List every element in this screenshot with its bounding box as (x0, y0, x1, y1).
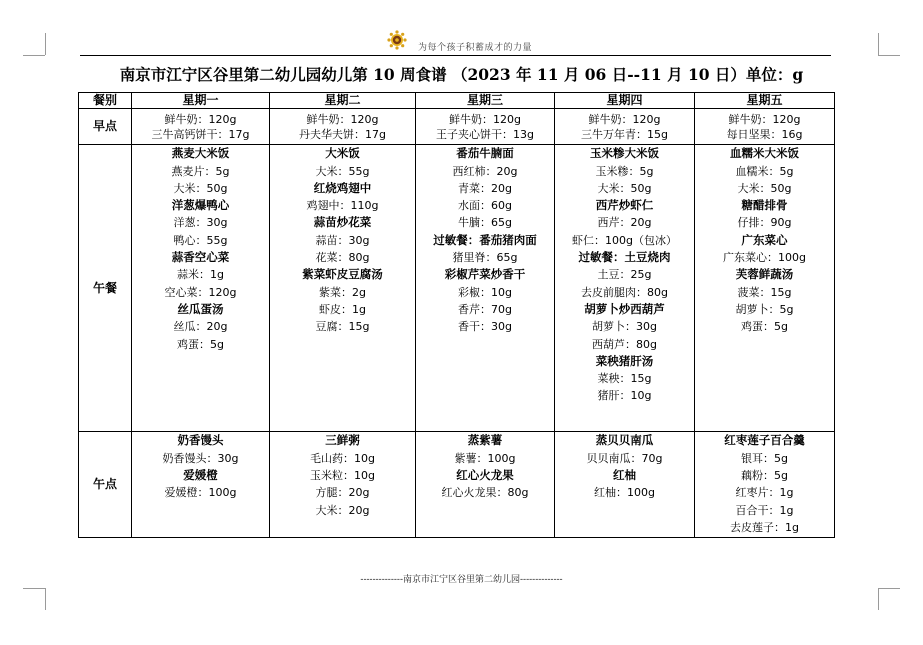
dish-name: 红枣莲子百合羹 (724, 433, 805, 448)
dish-name: 奶香馒头 (177, 433, 224, 448)
ingredient-amount: 紫菜：2g (319, 285, 366, 299)
dish-name: 血糯米大米饭 (730, 146, 799, 161)
ingredient-amount: 红枣片：1g (735, 486, 794, 500)
ingredient-amount: 广东菜心：100g (723, 251, 806, 265)
ingredient-amount: 方腿：20g (315, 486, 370, 500)
menu-cell-thursday (555, 109, 695, 145)
ingredient-amount: 胡萝卜：5g (735, 302, 794, 316)
menu-cell-monday (132, 145, 270, 432)
dish-name: 胡萝卜炒西葫芦 (584, 301, 665, 316)
dish-name: 芙蓉鲜蔬汤 (735, 267, 794, 282)
meal-label: 午点 (79, 432, 132, 538)
ingredient-amount: 去皮前腿肉：80g (581, 285, 668, 299)
dish-name: 过敏餐：番茄猪肉面 (433, 232, 537, 247)
crop-mark (878, 588, 900, 589)
ingredient-amount: 大米：20g (315, 503, 370, 517)
ingredient-amount: 鲜牛奶：120g (728, 113, 801, 127)
ingredient-amount: 鲜牛奶：120g (588, 113, 661, 127)
ingredient-amount: 猪里脊：65g (452, 251, 518, 265)
lunch-row (79, 145, 835, 432)
ingredient-amount: 菠菜：15g (737, 285, 792, 299)
menu-cell-thursday (555, 432, 695, 538)
dish-name: 彩椒芹菜炒香干 (444, 267, 526, 282)
dish-name: 菜秧猪肝汤 (595, 353, 654, 368)
ingredient-amount: 三牛高钙饼干：17g (151, 128, 250, 142)
ingredient-amount: 丝瓜：20g (173, 320, 228, 334)
page-title: 南京市江宁区谷里第二幼儿园幼儿第 10 周食谱 （2023 年 11 月 06 日--11 月 10 日）单位：g (119, 65, 804, 84)
ingredient-amount: 三牛万年青：15g (581, 128, 668, 142)
ingredient-amount: 青菜：20g (458, 181, 512, 195)
ingredient-amount: 鸡蛋：5g (177, 337, 224, 351)
ingredient-amount: 红柚：100g (594, 486, 655, 500)
ingredient-amount: 鲜牛奶：120g (449, 113, 521, 127)
dish-name: 爱媛橙 (183, 468, 218, 482)
menu-cell-friday (695, 145, 835, 432)
ingredient-amount: 香芹：70g (458, 302, 512, 316)
ingredient-amount: 每日坚果：16g (726, 128, 803, 142)
ingredient-amount: 紫薯：100g (454, 451, 516, 465)
ingredient-amount: 血糯米：5g (735, 164, 794, 178)
dish-name: 洋葱爆鸭心 (171, 198, 230, 213)
ingredient-amount: 蒜苗：30g (315, 233, 370, 247)
column-header-wednesday: 星期三 (416, 93, 555, 109)
column-header-friday: 星期五 (695, 93, 835, 109)
dish-name: 过敏餐：土豆烧肉 (578, 250, 671, 265)
ingredient-amount: 空心菜：120g (164, 285, 237, 299)
ingredient-amount: 奶香馒头：30g (162, 451, 239, 465)
menu-cell-friday (695, 432, 835, 538)
ingredient-amount: 鲜牛奶：120g (306, 113, 379, 127)
menu-cell-tuesday (270, 109, 416, 145)
ingredient-amount: 蒜米：1g (177, 268, 224, 282)
ingredient-amount: 西葫芦：80g (592, 337, 657, 351)
ingredient-amount: 土豆：25g (597, 268, 652, 282)
menu-cell-tuesday (270, 432, 416, 538)
ingredient-amount: 去皮莲子：1g (730, 520, 799, 534)
crop-mark (45, 33, 46, 55)
ingredient-amount: 彩椒：10g (458, 285, 512, 299)
dish-name: 番茄牛腩面 (456, 146, 514, 161)
crop-mark (45, 588, 46, 610)
crop-mark (878, 55, 900, 56)
ingredient-amount: 虾仁：100g（包冰） (572, 233, 677, 247)
ingredient-amount: 贝贝南瓜：70g (586, 451, 663, 465)
menu-cell-wednesday (416, 109, 555, 145)
ingredient-amount: 西红柿：20g (452, 164, 518, 178)
crop-mark (878, 33, 879, 55)
ingredient-amount: 大米：50g (173, 181, 228, 195)
dish-name: 蒜苗炒花菜 (313, 215, 372, 230)
dish-name: 红烧鸡翅中 (313, 180, 372, 195)
weekly-menu-table (78, 92, 835, 538)
menu-cell-monday (132, 432, 270, 538)
footer-text: --------------南京市江宁区谷里第二幼儿园-------------- (360, 575, 563, 585)
ingredient-amount: 胡萝卜：30g (592, 320, 657, 334)
menu-cell-tuesday (270, 145, 416, 432)
ingredient-amount: 香干：30g (458, 320, 512, 334)
dish-name: 西芹炒虾仁 (595, 198, 654, 213)
dish-name: 燕麦大米饭 (171, 146, 230, 161)
ingredient-amount: 菜秧：15g (597, 372, 652, 386)
ingredient-amount: 牛腩：65g (458, 216, 512, 230)
ingredient-amount: 鲜牛奶：120g (164, 113, 237, 127)
ingredient-amount: 仔排：90g (737, 216, 792, 230)
dish-name: 蒸紫薯 (467, 433, 503, 448)
ingredient-amount: 毛山药：10g (310, 451, 375, 465)
kindergarten-logo-icon (387, 30, 407, 50)
dish-name: 广东菜心 (741, 232, 788, 247)
ingredient-amount: 百合干：1g (735, 503, 794, 517)
ingredient-amount: 银耳：5g (741, 451, 788, 465)
column-header-monday: 星期一 (132, 93, 270, 109)
dish-name: 红心火龙果 (456, 468, 514, 482)
ingredient-amount: 猪肝：10g (597, 389, 652, 403)
meal-label: 早点 (79, 109, 132, 145)
menu-cell-wednesday (416, 145, 555, 432)
dish-name: 丝瓜蛋汤 (177, 301, 224, 316)
ingredient-amount: 玉米糁：5g (595, 164, 654, 178)
ingredient-amount: 大米：50g (597, 181, 652, 195)
dish-name: 三鲜粥 (325, 433, 360, 448)
crop-mark (23, 55, 45, 56)
ingredient-amount: 大米：50g (737, 181, 792, 195)
ingredient-amount: 王子夹心饼干：13g (436, 128, 534, 142)
column-header-meal: 餐别 (79, 93, 132, 109)
ingredient-amount: 丹夫华夫饼：17g (299, 128, 386, 142)
dish-name: 大米饭 (325, 146, 360, 161)
ingredient-amount: 鸭心：55g (173, 233, 228, 247)
ingredient-amount: 洋葱：30g (173, 216, 228, 230)
header-slogan: 为每个孩子积蓄成才的力量 (418, 43, 533, 53)
table-header-row (79, 93, 835, 109)
ingredient-amount: 燕麦片：5g (171, 164, 230, 178)
menu-cell-friday (695, 109, 835, 145)
menu-cell-wednesday (416, 432, 555, 538)
ingredient-amount: 鸡翅中：110g (306, 199, 379, 213)
ingredient-amount: 爱媛橙：100g (164, 486, 237, 500)
menu-cell-monday (132, 109, 270, 145)
ingredient-amount: 花菜：80g (315, 251, 370, 265)
crop-mark (23, 588, 45, 589)
ingredient-amount: 虾皮：1g (319, 302, 366, 316)
ingredient-amount: 西芹：20g (597, 216, 652, 230)
afternoon-snack-row (79, 432, 835, 538)
meal-label: 午餐 (79, 145, 132, 432)
column-header-thursday: 星期四 (555, 93, 695, 109)
ingredient-amount: 水面：60g (458, 199, 512, 213)
ingredient-amount: 豆腐：15g (315, 320, 370, 334)
dish-name: 红柚 (613, 468, 636, 482)
ingredient-amount: 鸡蛋：5g (741, 320, 788, 334)
breakfast-row (79, 109, 835, 145)
ingredient-amount: 玉米粒：10g (310, 469, 375, 482)
dish-name: 蒸贝贝南瓜 (595, 433, 654, 448)
column-header-tuesday: 星期二 (270, 93, 416, 109)
dish-name: 玉米糁大米饭 (590, 146, 659, 161)
menu-cell-thursday (555, 145, 695, 432)
ingredient-amount: 大米：55g (315, 164, 370, 178)
dish-name: 蒜香空心菜 (171, 250, 230, 265)
crop-mark (878, 588, 879, 610)
header-rule (80, 55, 831, 56)
dish-name: 糖醋排骨 (741, 198, 788, 213)
ingredient-amount: 藕粉：5g (741, 469, 788, 482)
ingredient-amount: 红心火龙果：80g (441, 486, 529, 500)
dish-name: 紫菜虾皮豆腐汤 (302, 267, 383, 282)
